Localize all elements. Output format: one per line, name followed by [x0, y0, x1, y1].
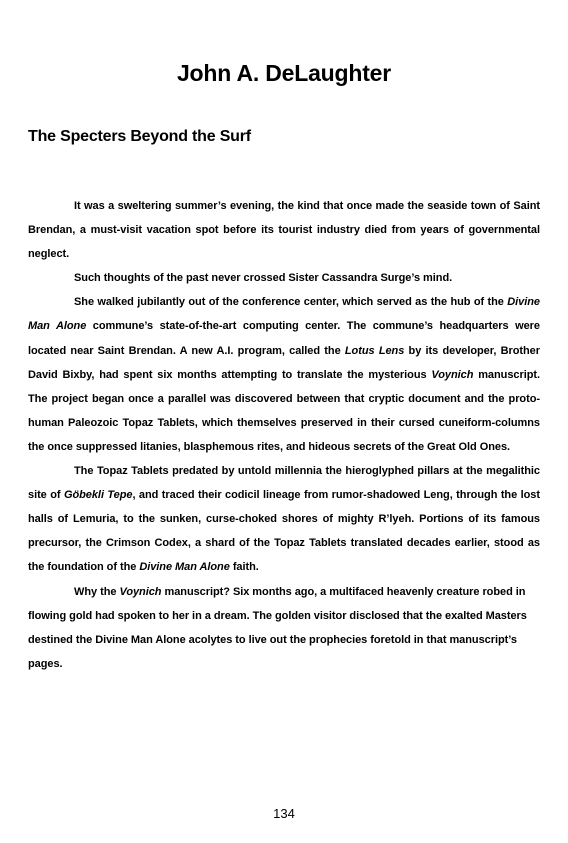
paragraph: [28, 580, 540, 676]
text-run: manuscript? Six months ago, a multifaced heavenly creature robed in flowing gold had spoken to her in a dream. The golden visitor disclosed that the exalted Masters destined the Divine Man Alone acolytes to live out the prophecies foretold in that manuscript’s pages.: [28, 585, 527, 670]
italic-title: Voynich: [431, 368, 474, 381]
text-run: It was a sweltering summer’s evening, the kind that once made the seaside town of Saint Brendan, a must-visit vacation spot before its tourist industry died from years of governmental neglect.: [28, 200, 540, 261]
text-run: She walked jubilantly out of the conference center, which served as the hub of the: [74, 296, 508, 309]
italic-title: Divine Man Alone: [28, 296, 540, 333]
story-title: The Specters Beyond the Surf: [28, 128, 251, 145]
text-run: manuscript. The project began once a parallel was discovered between that cryptic document and the proto-human Paleozoic Topaz Tablets, which themselves preserved in their cursed cuneiform-columns the once suppressed litanies, blasphemous rites, and hideous secrets of the Great Old Ones.: [28, 368, 541, 453]
text-run: , and traced their codicil lineage from rumor-shadowed Leng, through the lost halls of Lemuria, to the sunken, curse-choked shores of mighty R’lyeh. Portions of its famous precursor, the Crimson Codex, a shard of the Topaz Tablets translated decades earlier, stood as the foundation of the: [28, 489, 540, 574]
body-text: [28, 194, 540, 676]
page-number: 134: [273, 806, 295, 821]
text-run: by its developer, Brother David Bixby, had spent six months attempting to translate the mysterious: [28, 344, 540, 381]
paragraph: [28, 459, 540, 579]
italic-title: Lotus Lens: [344, 344, 405, 357]
text-run: Why the: [74, 585, 120, 598]
italic-title: Voynich: [119, 585, 162, 598]
paragraph: [28, 194, 540, 266]
italic-title: Göbekli Tepe: [63, 489, 133, 502]
text-run: The Topaz Tablets predated by untold millennia the hieroglyphed pillars at the megalithic site of: [28, 465, 540, 502]
text-run: faith.: [229, 561, 259, 574]
author-name: John A. DeLaughter: [176, 60, 392, 86]
text-run: commune’s state-of-the-art computing center. The commune’s headquarters were located near Saint Brendan. A new A.I. program, called the: [28, 320, 540, 357]
paragraph: [28, 266, 540, 290]
italic-title: Divine Man Alone: [139, 561, 230, 574]
paragraph: [28, 290, 540, 459]
text-run: Such thoughts of the past never crossed Sister Cassandra Surge’s mind.: [74, 272, 453, 285]
